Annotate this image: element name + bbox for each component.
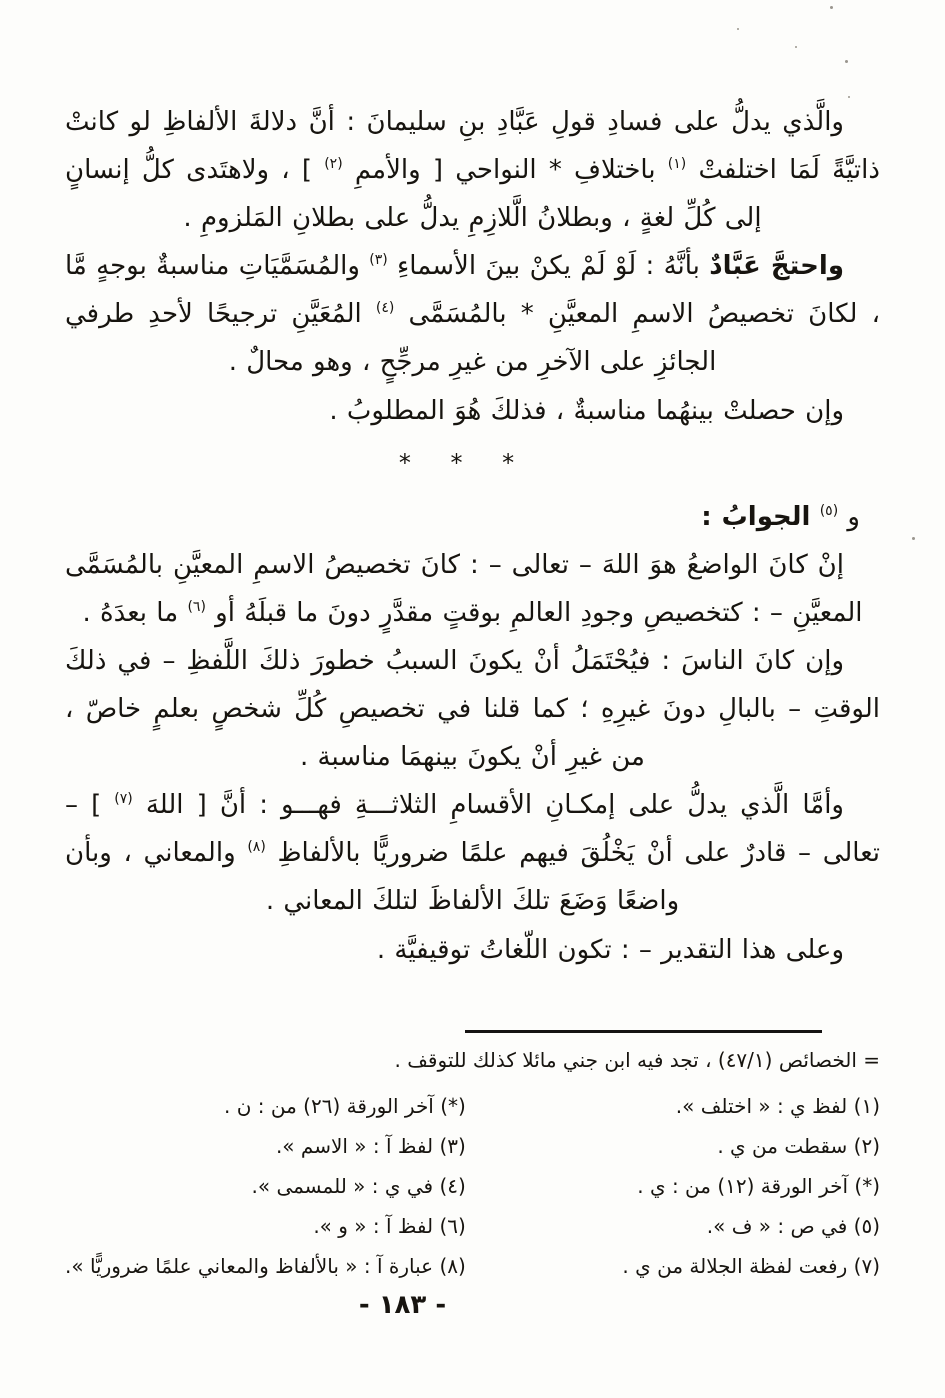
footnote-item: (١) لفظ ي : « اختلف ». — [675, 1094, 880, 1118]
text-run: وإن حصلتْ بينهُما مناسبةٌ ، فذلكَ هُوَ المطلوبُ . — [329, 395, 844, 426]
footnote-item: (٢) سقطت من ي . — [717, 1134, 880, 1158]
footnote-item: (٣) لفظ آ : « الاسم ». — [275, 1134, 466, 1158]
footnote-item: (٤) في ي : « للمسمى ». — [251, 1174, 466, 1198]
footnote-item: (٨) عبارة آ : « بالألفاظ والمعاني علمًا ضروريًّا ». — [65, 1254, 466, 1278]
text-run — [810, 502, 819, 532]
text-run: إنْ كانَ الواضعُ هوَ اللهَ – تعالى – : كانَ تخصيصُ الاسمِ المعيَّنِ بالمُسَمَّى المعيَّنِ – : كتخصيصِ وجودِ العالمِ بوقتٍ مقدَّرٍ دونَ ما قبلَهُ أو — [65, 549, 863, 628]
text-run: وعلى هذا التقدير – : تكون اللّغاتُ توقيفيَّة . — [376, 934, 844, 965]
paragraph-if-people — [65, 637, 880, 781]
text-run: باختلافِ * النواحي [ والأممِ — [342, 155, 668, 186]
footnote-reference-marker: (٢) — [324, 156, 343, 173]
text-run: والمُسَمَّيَاتِ مناسبةٌ بوجهٍ مَّا ، لكانَ تخصيصُ الاسمِ المعيَّنِ * بالمُسَمَّى — [65, 251, 881, 330]
section-separator-asterisks: * * * — [398, 448, 531, 477]
paragraph-if-god-is-positor — [65, 541, 880, 637]
text-run: وأمَّا الَّذي يدلُّ على إمكـانِ الأقسامِ الثلاثـــةِ فهـــو : أنَّ [ اللهَ — [132, 790, 844, 821]
text-run: وإن كانَ الناسَ : فيُحْتَمَلُ أنْ يكونَ السببُ خطورَ ذلكَ اللَّفظِ – في ذلكَ الوقتِ – بالبالِ دونَ غيرِهِ ؛ كما قلنا في تخصيصِ كُلِّ شخصٍ بعلمٍ خاصّ ، من غيرِ أنْ يكونَ بينهمَا مناسبة . — [65, 645, 880, 773]
footnote-reference-marker: (٦) — [187, 598, 206, 615]
scan-speck — [848, 96, 850, 98]
text-run: ] – تعالى – قادرٌ على أنْ يَخْلُقَ فيهم علمًا ضروريًّا بالألفاظِ — [65, 790, 880, 869]
scan-speck — [737, 28, 739, 30]
footnote-reference-marker: (٨) — [247, 839, 266, 856]
footnote-columns — [65, 1092, 880, 1281]
paragraph-munasaba-conclusion — [65, 387, 880, 435]
main-text-block — [65, 98, 880, 974]
text-run: واحتجَّ عَبَّادٌ — [709, 251, 844, 282]
footnote-continuation: = الخصائص (٤٧/١) ، تجد فيه ابن جني مائلا كذلك للتوقف . — [394, 1048, 880, 1072]
footnote-reference-marker: (١) — [667, 156, 687, 173]
text-run: ما بعدَهُ . — [82, 597, 188, 628]
paragraph-abbad-refutation — [65, 98, 880, 242]
text-run: ] ، ولاهتَدى كلُّ إنسانٍ إلى كُلِّ لغةٍ ، وبطلانُ الَّلازِمِ يدلُّ على بطلانِ المَلزومِ . — [65, 155, 762, 234]
text-run: الجوابُ : — [701, 501, 811, 532]
footnote-divider-rule — [465, 1030, 822, 1033]
footnote-item: (٥) في ص : « ف ». — [706, 1214, 880, 1238]
scan-speck — [912, 537, 915, 540]
footnote-item: (٧) رفعت لفظة الجلالة من ي . — [622, 1254, 880, 1278]
text-run: بأنَّهُ : لَوْ لَمْ يكنْ بينَ الأسماءِ — [387, 251, 710, 282]
footnote-item: (٦) لفظ آ : « و ». — [313, 1214, 466, 1238]
footnote-reference-marker: (٤) — [375, 300, 395, 317]
scan-speck — [795, 46, 797, 48]
page-number: - ١٨٣ - — [358, 1290, 447, 1320]
footnote-item: (*) آخر الورقة (١٢) من : ي . — [637, 1174, 880, 1198]
answer-heading — [65, 493, 880, 541]
text-run: والَّذي يدلُّ على فسادِ قولِ عَبَّادِ بنِ سليمانَ : أنَّ دلالةَ الألفاظِ لو كانتْ ذاتيَّةً لَمَا اختلفتْ — [65, 107, 880, 186]
footnote-reference-marker: (٣) — [369, 252, 388, 269]
text-run: المُعَيَّنِ ترجيحًا لأحدِ طرفي الجائزِ على الآخرِ من غيرِ مرجِّحٍ ، وهو محالٌ . — [65, 299, 717, 378]
footnote-reference-marker: (٧) — [114, 791, 133, 808]
footnote-reference-marker: (٥) — [819, 502, 839, 519]
paragraph-abbad-argument — [65, 242, 880, 386]
paragraph-languages-tawqifiyya — [65, 926, 880, 974]
footnote-item: (*) آخر الورقة (٢٦) من : ن . — [224, 1094, 466, 1118]
text-run: و — [838, 501, 860, 532]
text-run: والمعاني ، وبأن واضعًا وَضَعَ تلكَ الألفاظَ لتلكَ المعاني . — [65, 838, 680, 917]
footnotes-section — [65, 1044, 880, 1281]
paragraph-three-divisions — [65, 781, 880, 925]
scan-speck — [845, 60, 848, 63]
scan-speck — [830, 6, 833, 9]
